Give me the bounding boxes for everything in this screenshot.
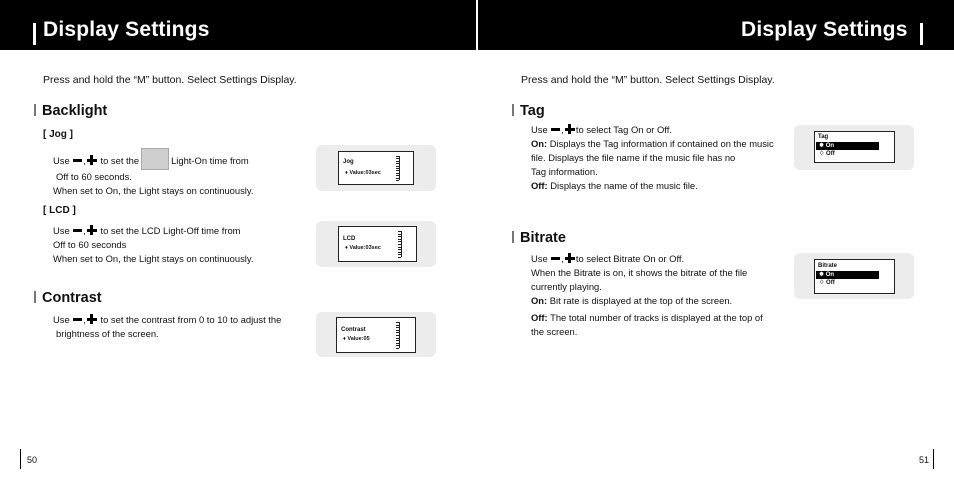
ruler-tick	[396, 325, 399, 326]
bitrate-line3: currently playing.	[531, 281, 602, 292]
ruler-tick	[396, 156, 399, 157]
right-header-accent	[920, 23, 923, 45]
contrast-description: Use , to set the contrast from 0 to 10 to adjust the brightness of the screen.	[53, 314, 282, 339]
plus-icon	[87, 155, 97, 165]
minus-icon	[73, 318, 82, 321]
ruler-tick	[396, 158, 399, 159]
lcd-label: [ LCD ]	[43, 205, 76, 216]
ruler-tick	[396, 163, 399, 164]
tag-use-text: Use	[531, 124, 548, 135]
lcd-description: Use , to set the LCD Light-Off time from Off to 60 seconds When set to On, the Light stays on continuously.	[53, 225, 254, 264]
contrast-screen	[336, 317, 416, 353]
tag-on-text1: Displays the Tag information if contained on the music	[549, 138, 774, 149]
plus-icon	[87, 225, 97, 235]
lcd-screen-value: ♦ Value:03sec	[345, 245, 381, 251]
lcd-screen	[338, 226, 417, 262]
tag-on-text2: file. Displays the file name if the music file has no	[531, 152, 736, 163]
ruler-tick	[398, 241, 401, 242]
contrast-use-text: Use	[53, 314, 70, 325]
bitrate-line2: When the Bitrate is on, it shows the bitrate of the file	[531, 267, 748, 278]
tag-on-label: On:	[531, 138, 548, 149]
tag-on-text3: Tag information.	[531, 166, 598, 177]
bitrate-screen-option-on: ✸ On	[816, 271, 879, 279]
ruler-tick	[396, 338, 399, 339]
tag-off-label: Off:	[531, 180, 548, 191]
bitrate-off-label: Off:	[531, 312, 548, 323]
contrast-heading	[34, 290, 102, 306]
ruler-tick	[398, 239, 401, 240]
plus-icon	[87, 314, 97, 324]
jog-line1-mid: to set the	[100, 155, 140, 166]
section-marker	[512, 104, 514, 116]
bitrate-off-text1: The total number of tracks is displayed at the top of	[550, 312, 763, 323]
ruler-tick	[396, 175, 399, 176]
minus-icon	[551, 257, 560, 260]
left-page-title: Display Settings	[43, 18, 210, 41]
tag-off-text: Displays the name of the music file.	[550, 180, 698, 191]
ruler-tick	[396, 166, 399, 167]
jog-use-text: Use	[53, 155, 70, 166]
jog-screen-ruler	[399, 156, 400, 180]
ruler-tick	[396, 348, 399, 349]
lcd-line3: When set to On, the Light stays on continuously.	[53, 253, 254, 264]
ruler-tick	[396, 161, 399, 162]
contrast-screen-title: Contrast	[341, 327, 366, 333]
ruler-tick	[396, 322, 399, 323]
plus-icon	[565, 124, 575, 134]
lcd-screen-panel	[316, 221, 436, 267]
ruler-tick	[396, 178, 399, 179]
bitrate-heading-text: Bitrate	[520, 230, 566, 246]
ruler-tick	[398, 231, 401, 232]
ruler-tick	[396, 335, 399, 336]
bitrate-on-text: Bit rate is displayed at the top of the screen.	[549, 295, 733, 306]
right-header-bar	[478, 0, 954, 50]
ruler-tick	[398, 234, 401, 235]
bitrate-on-label: On:	[531, 295, 548, 306]
jog-screen	[338, 151, 414, 185]
backlight-heading-text: Backlight	[42, 103, 108, 119]
plus-icon	[565, 253, 575, 263]
ruler-tick	[396, 343, 399, 344]
bitrate-heading	[512, 230, 566, 246]
left-intro: Press and hold the “M” button. Select Settings Display.	[43, 74, 297, 86]
contrast-screen-ruler	[399, 322, 400, 348]
jog-line3: When set to On, the Light stays on continuously.	[53, 185, 254, 196]
left-page-rule	[20, 449, 21, 469]
lcd-screen-title: LCD	[343, 236, 356, 242]
tag-screen-title: Tag	[818, 134, 829, 140]
jog-line1-end: Light-On time from	[171, 155, 249, 166]
ruler-tick	[398, 236, 401, 237]
right-page-number: 51	[919, 455, 930, 465]
bitrate-off-text2: the screen.	[531, 326, 578, 337]
ruler-tick	[398, 249, 401, 250]
jog-label: [ Jog ]	[43, 129, 73, 140]
tag-screen-panel	[794, 125, 914, 170]
contrast-screen-value: ♦ Value:05	[343, 336, 370, 342]
lcd-screen-ruler	[401, 231, 402, 257]
tag-screen-option-off: ♢ Off	[819, 151, 835, 157]
bitrate-screen-title: Bitrate	[818, 263, 838, 269]
bitrate-description: Use , to select Bitrate On or Off. When the Bitrate is on, it shows the bitrate of the file currently playing. On: Bit rate is displayed at the top of the screen. Off: The total number of tracks is displayed at the top of the screen.	[531, 253, 763, 337]
ruler-tick	[396, 340, 399, 341]
ruler-tick	[396, 173, 399, 174]
bitrate-screen	[814, 259, 895, 294]
lcd-use-text: Use	[53, 225, 70, 236]
section-marker	[512, 231, 514, 243]
ruler-tick	[398, 252, 401, 253]
jog-description: Use , to set the Light-On time from Off to 60 seconds. When set to On, the Light stays on continuously.	[53, 148, 253, 198]
lcd-line1-end: to set the LCD Light-Off time from	[100, 225, 241, 236]
jog-screen-title: Jog	[343, 159, 354, 165]
minus-icon	[73, 159, 82, 162]
bitrate-use-text: Use	[531, 253, 548, 264]
jog-line2: Off to 60 seconds.	[56, 171, 132, 182]
section-marker	[34, 104, 36, 116]
section-marker	[34, 291, 36, 303]
minus-icon	[73, 229, 82, 232]
ruler-tick	[398, 257, 401, 258]
bitrate-screen-panel	[794, 253, 914, 299]
ruler-tick	[398, 244, 401, 245]
lcd-line2: Off to 60 seconds	[53, 239, 127, 250]
minus-icon	[551, 128, 560, 131]
tag-heading-text: Tag	[520, 103, 545, 119]
ruler-tick	[398, 254, 401, 255]
left-header-bar	[0, 0, 476, 50]
ruler-tick	[396, 327, 399, 328]
ruler-tick	[396, 332, 399, 333]
left-header-accent	[33, 23, 36, 45]
light-icon	[141, 148, 169, 170]
ruler-tick	[396, 345, 399, 346]
ruler-tick	[396, 170, 399, 171]
tag-line1-end: to select Tag On or Off.	[575, 124, 672, 135]
contrast-line1-end: to set the contrast from 0 to 10 to adjust the	[100, 314, 282, 325]
jog-screen-value: ♦ Value:03sec	[345, 170, 381, 176]
jog-screen-panel	[316, 145, 436, 191]
bitrate-line1-end: to select Bitrate On or Off.	[575, 253, 685, 264]
contrast-line2: brightness of the screen.	[56, 328, 159, 339]
tag-screen-option-on: ✸ On	[816, 142, 879, 150]
contrast-heading-text: Contrast	[42, 290, 102, 306]
ruler-tick	[396, 330, 399, 331]
right-page-title: Display Settings	[741, 18, 908, 41]
right-intro: Press and hold the “M” button. Select Settings Display.	[521, 74, 775, 86]
backlight-heading	[34, 103, 107, 119]
bitrate-screen-option-off: ♢ Off	[819, 280, 835, 286]
tag-heading	[512, 103, 545, 119]
right-page-rule	[933, 449, 934, 469]
contrast-screen-panel	[316, 312, 436, 357]
left-page-number: 50	[27, 455, 38, 465]
tag-description: Use , to select Tag On or Off. On: Displays the Tag information if contained on the music file. Displays the file name if the music file has no Tag information. Off: Displays the name of the music file.	[531, 124, 774, 191]
tag-screen	[814, 131, 895, 163]
ruler-tick	[398, 247, 401, 248]
ruler-tick	[396, 168, 399, 169]
ruler-tick	[396, 180, 399, 181]
